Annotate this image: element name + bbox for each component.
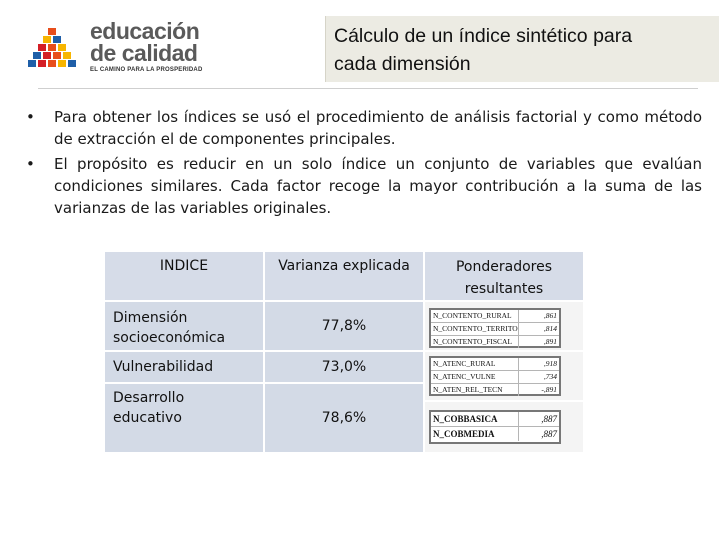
ponderador-value: ,918 (543, 359, 557, 368)
ponderadores-table (429, 356, 561, 396)
logo-block (48, 60, 56, 67)
bullet-text: El propósito es reducir en un solo índice un conjunto de variables que evalúan condiciones similares. Cada factor recoge la mayor contribución a la suma de las varianzas de las variables originales. (54, 155, 702, 217)
ponderadores-table (429, 308, 561, 348)
ponderadores-cell (425, 352, 585, 402)
header-ponderadores-label: Ponderadores resultantes (455, 259, 553, 297)
header-indice (105, 252, 265, 302)
ponderador-row (431, 336, 559, 348)
logo-block (38, 60, 46, 67)
index-table (105, 252, 585, 454)
row-varianza-desarrollo: 78,6% (265, 384, 425, 454)
bullet-text: Para obtener los índices se usó el procedimiento de análisis factorial y como método de extracción el de componentes principales. (54, 108, 702, 148)
ponderador-name: N_CONTENTO_TERRITO (433, 324, 518, 333)
logo-block (58, 44, 66, 51)
logo-block (48, 28, 56, 35)
logo (24, 20, 204, 76)
logo-mark-icon (24, 24, 84, 72)
ponderador-name: N_CONTENTO_RURAL (431, 310, 519, 322)
divider (38, 88, 698, 89)
row-varianza-vulnerabilidad: 73,0% (265, 352, 425, 384)
ponderador-name: N_ATEN_REL_TECN (431, 384, 519, 396)
logo-block (43, 36, 51, 43)
ponderador-name: N_ATENC_VULNE (431, 371, 519, 383)
bullet-item (26, 106, 702, 150)
logo-line-2: de calidad (90, 40, 198, 66)
logo-block (43, 52, 51, 59)
ponderador-value: ,887 (541, 414, 557, 424)
ponderador-row (431, 323, 559, 336)
ponderador-name: N_ATENC_RURAL (431, 358, 519, 370)
ponderador-row (431, 358, 559, 371)
bullet-dot-icon: • (26, 108, 35, 126)
logo-block (63, 52, 71, 59)
ponderador-value: ,887 (541, 429, 557, 439)
ponderador-row (431, 371, 559, 384)
logo-block (48, 44, 56, 51)
bullet-dot-icon: • (26, 155, 35, 173)
row-label-vulnerabilidad: Vulnerabilidad (105, 352, 265, 384)
ponderador-value: -,891 (541, 385, 557, 394)
header-indice-label: INDICE (159, 258, 209, 274)
header-varianza (265, 252, 425, 302)
logo-line-1: educación (90, 18, 200, 44)
ponderador-name: N_CONTENTO_FISCAL (431, 336, 519, 348)
logo-block (28, 60, 36, 67)
ponderador-row (431, 384, 559, 396)
logo-tagline: EL CAMINO PARA LA PROSPERIDAD (90, 67, 203, 73)
title-line-2: cada dimensión (334, 53, 471, 75)
ponderadores-cell (425, 402, 585, 454)
ponderadores-table (429, 410, 561, 444)
logo-block (33, 52, 41, 59)
ponderador-value: ,814 (543, 324, 557, 333)
logo-block (58, 60, 66, 67)
ponderador-value: ,891 (543, 337, 557, 346)
bullet-item (26, 153, 702, 219)
header-ponderadores (425, 252, 585, 302)
ponderador-name: N_COBMEDIA (431, 427, 519, 441)
header-varianza-label: Varianza explicada (278, 258, 410, 274)
ponderador-value: ,861 (543, 311, 557, 320)
ponderador-value: ,734 (543, 372, 557, 381)
logo-block (53, 52, 61, 59)
logo-block (38, 44, 46, 51)
ponderador-row (431, 412, 559, 427)
ponderador-row (431, 427, 559, 441)
slide-title (325, 16, 719, 82)
ponderador-name: N_COBBASICA (431, 412, 519, 426)
bullet-list (26, 106, 702, 222)
logo-block (53, 36, 61, 43)
row-label-socioeconomica: Dimensión socioeconómica (105, 302, 265, 352)
ponderadores-cell (425, 302, 585, 352)
title-line-1: Cálculo de un índice sintético para (334, 25, 633, 47)
row-varianza-socioeconomica: 77,8% (265, 302, 425, 352)
logo-block (68, 60, 76, 67)
ponderador-row (431, 310, 559, 323)
row-label-desarrollo: Desarrollo educativo (105, 384, 265, 454)
